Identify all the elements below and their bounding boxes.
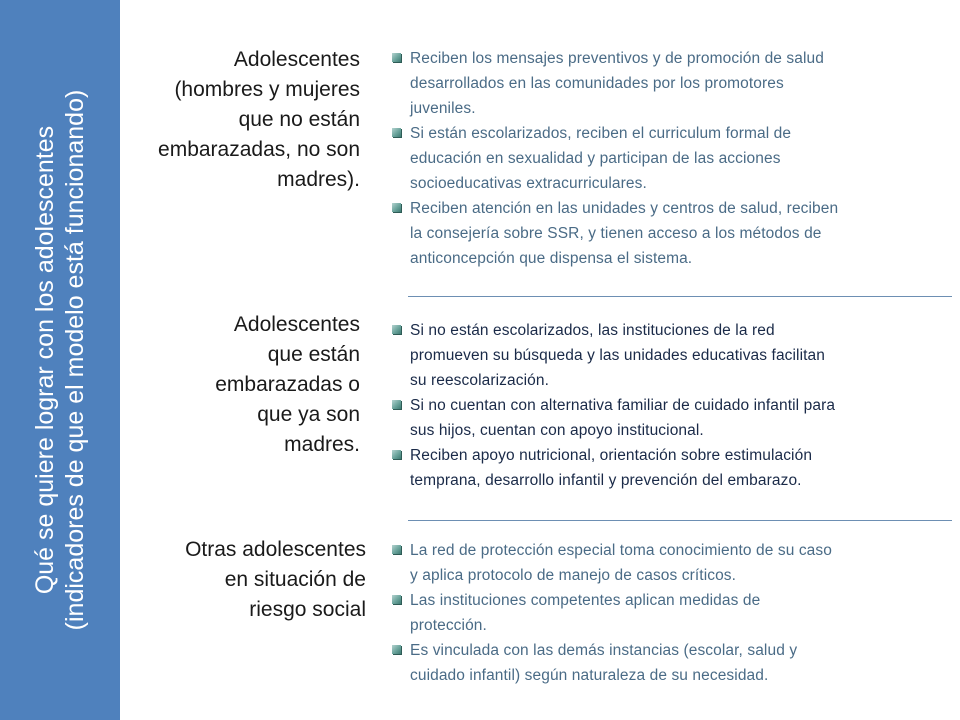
group-label-line: embarazadas o — [215, 373, 360, 396]
sidebar-panel — [0, 0, 120, 720]
group-bullets-2 — [390, 318, 950, 493]
group-bullets-3 — [390, 538, 950, 688]
list-item-line: Reciben atención en las unidades y centros de salud, reciben — [410, 200, 839, 217]
section-divider — [408, 520, 952, 521]
group-label-line: Adolescentes — [233, 313, 360, 336]
list-item — [390, 588, 950, 638]
square-bullet-icon — [392, 400, 401, 409]
square-bullet-icon — [392, 325, 401, 334]
list-item — [390, 393, 950, 443]
group-label-3 — [185, 535, 366, 625]
list-item-line: Reciben apoyo nutricional, orientación sobre estimulación — [410, 447, 813, 464]
square-bullet-icon — [392, 645, 401, 654]
square-bullet-icon — [392, 203, 401, 212]
square-bullet-icon — [392, 545, 401, 554]
group-label-1 — [158, 45, 360, 195]
group-label-line: madres). — [277, 168, 360, 191]
group-label-line: que ya son — [257, 403, 360, 426]
list-item-line: su reescolarización. — [410, 372, 549, 389]
sidebar-title-line-2: (indicadores de que el modelo está funcionando) — [61, 89, 89, 631]
group-label-2 — [215, 310, 360, 460]
list-item-line: promueven su búsqueda y las unidades educativas facilitan — [410, 347, 825, 364]
square-bullet-icon — [392, 450, 401, 459]
group-label-line: Otras adolescentes — [185, 538, 366, 561]
list-item — [390, 318, 950, 393]
group-label-line: embarazadas, no son — [158, 138, 360, 161]
list-item-line: juveniles. — [410, 100, 476, 117]
list-item — [390, 443, 950, 493]
list-item-line: socioeducativas extracurriculares. — [410, 175, 647, 192]
section-divider — [408, 296, 952, 297]
list-item — [390, 46, 950, 121]
list-item-line: educación en sexualidad y participan de las acciones — [410, 150, 781, 167]
list-item-line: Es vinculada con las demás instancias (escolar, salud y — [410, 642, 798, 659]
list-item-line: temprana, desarrollo infantil y prevención del embarazo. — [410, 472, 802, 489]
list-item-line: cuidado infantil) según naturaleza de su necesidad. — [410, 667, 769, 684]
list-item-line: Reciben los mensajes preventivos y de promoción de salud — [410, 50, 824, 67]
list-item-line: anticoncepción que dispensa el sistema. — [410, 250, 693, 267]
list-item-line: Si no cuentan con alternativa familiar de cuidado infantil para — [410, 397, 836, 414]
list-item-line: Las instituciones competentes aplican medidas de — [410, 592, 761, 609]
group-label-line: en situación de — [224, 568, 366, 591]
list-item — [390, 196, 950, 271]
sidebar-title — [30, 10, 90, 710]
list-item-line: Si no están escolarizados, las instituciones de la red — [410, 322, 775, 339]
group-label-line: Adolescentes — [233, 48, 360, 71]
list-item-line: y aplica protocolo de manejo de casos críticos. — [410, 567, 737, 584]
square-bullet-icon — [392, 595, 401, 604]
list-item — [390, 538, 950, 588]
group-label-line: riesgo social — [249, 598, 366, 621]
group-label-line: (hombres y mujeres — [174, 78, 360, 101]
group-bullets-1 — [390, 46, 950, 271]
list-item-line: Si están escolarizados, reciben el curriculum formal de — [410, 125, 792, 142]
list-item — [390, 638, 950, 688]
group-label-line: madres. — [284, 433, 360, 456]
list-item — [390, 121, 950, 196]
list-item-line: desarrollados en las comunidades por los promotores — [410, 75, 784, 92]
list-item-line: sus hijos, cuentan con apoyo institucional. — [410, 422, 704, 439]
square-bullet-icon — [392, 53, 401, 62]
list-item-line: La red de protección especial toma conocimiento de su caso — [410, 542, 832, 559]
list-item-line: la consejería sobre SSR, y tienen acceso a los métodos de — [410, 225, 822, 242]
sidebar-title-line-1: Qué se quiere lograr con los adolescentes — [31, 125, 59, 595]
group-label-line: que están — [267, 343, 360, 366]
list-item-line: protección. — [410, 617, 487, 634]
group-label-line: que no están — [238, 108, 360, 131]
square-bullet-icon — [392, 128, 401, 137]
